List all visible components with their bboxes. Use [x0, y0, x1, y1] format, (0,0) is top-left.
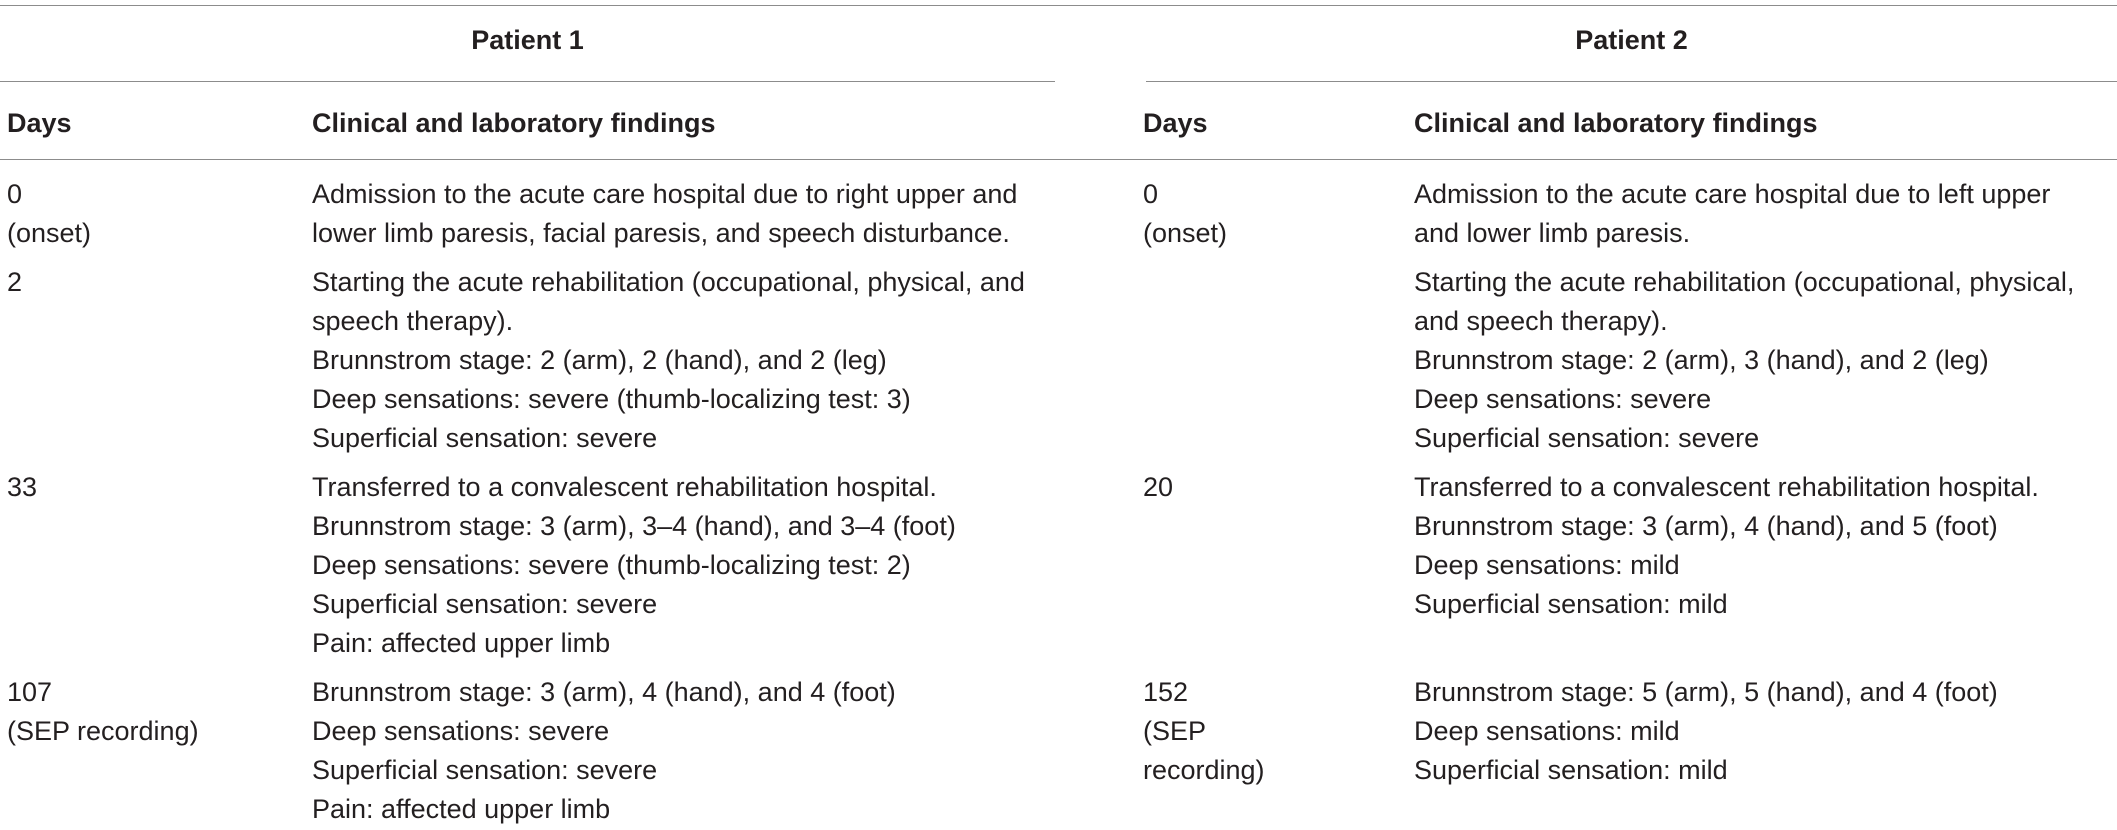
patient1-row4-days-line1: 107	[7, 677, 53, 707]
patient2-row1-days-line2: (onset)	[1143, 218, 1228, 248]
patient2-days-header: Days	[1143, 108, 1208, 138]
patient1-row4-finding-line1: Brunnstrom stage: 3 (arm), 4 (hand), and 4 (foot)	[312, 677, 896, 707]
patient1-days-header: Days	[7, 108, 72, 138]
patient2-row2-finding-line2: and speech therapy).	[1414, 306, 1668, 336]
patient2-title: Patient 2	[1575, 25, 1688, 55]
patient1-row3-days-line1: 33	[7, 472, 38, 502]
patient1-row1-days-line2: (onset)	[7, 218, 92, 248]
patient2-findings-header: Clinical and laboratory findings	[1414, 108, 1818, 138]
patient1-row3-finding-line3: Deep sensations: severe (thumb-localizing test: 2)	[312, 550, 911, 580]
patient1-row4-finding-line2: Deep sensations: severe	[312, 716, 610, 746]
patient1-title: Patient 1	[471, 25, 584, 55]
patient2-row2-finding-line1: Starting the acute rehabilitation (occupational, physical,	[1414, 267, 2075, 297]
patient2-row1-days-line1: 0	[1143, 179, 1159, 209]
patient2-row4-days-line1: 152	[1143, 677, 1189, 707]
patient1-row4-days-line2: (SEP recording)	[7, 716, 199, 746]
patient1-group-rule	[0, 81, 1055, 82]
patient2-row4-finding-line3: Superficial sensation: mild	[1414, 755, 1728, 785]
patient1-row4-finding-line4: Pain: affected upper limb	[312, 794, 611, 824]
patient2-row3-finding-line2: Brunnstrom stage: 3 (arm), 4 (hand), and 5 (foot)	[1414, 511, 1998, 541]
patient2-group-rule	[1146, 81, 2117, 82]
patient2-row4-finding-line2: Deep sensations: mild	[1414, 716, 1680, 746]
patient1-row2-finding-line3: Brunnstrom stage: 2 (arm), 2 (hand), and 2 (leg)	[312, 345, 887, 375]
patient1-row4-finding-line3: Superficial sensation: severe	[312, 755, 658, 785]
patient1-row1-days-line1: 0	[7, 179, 23, 209]
patient2-row1-finding-line1: Admission to the acute care hospital due to left upper	[1414, 179, 2051, 209]
patient1-row3-finding-line1: Transferred to a convalescent rehabilitation hospital.	[312, 472, 937, 502]
patient2-row4-finding-line1: Brunnstrom stage: 5 (arm), 5 (hand), and 4 (foot)	[1414, 677, 1998, 707]
patient1-row1-finding-line2: lower limb paresis, facial paresis, and speech disturbance.	[312, 218, 1010, 248]
patient1-row2-finding-line1: Starting the acute rehabilitation (occupational, physical, and	[312, 267, 1025, 297]
patient2-row2-finding-line3: Brunnstrom stage: 2 (arm), 3 (hand), and 2 (leg)	[1414, 345, 1989, 375]
patient1-row2-days-line1: 2	[7, 267, 23, 297]
patient2-row3-days-line1: 20	[1143, 472, 1174, 502]
patient2-row3-finding-line1: Transferred to a convalescent rehabilitation hospital.	[1414, 472, 2039, 502]
patient1-row2-finding-line4: Deep sensations: severe (thumb-localizing test: 3)	[312, 384, 911, 414]
patient2-row4-days-line3: recording)	[1143, 755, 1265, 785]
patient1-row3-finding-line5: Pain: affected upper limb	[312, 628, 611, 658]
patient2-row2-finding-line4: Deep sensations: severe	[1414, 384, 1712, 414]
patient2-row3-finding-line3: Deep sensations: mild	[1414, 550, 1680, 580]
patient2-row4-days-line2: (SEP	[1143, 716, 1207, 746]
patient1-row1-finding-line1: Admission to the acute care hospital due to right upper and	[312, 179, 1018, 209]
patient1-findings-header: Clinical and laboratory findings	[312, 108, 716, 138]
header-bottom-rule	[0, 159, 2117, 160]
patient1-row2-finding-line5: Superficial sensation: severe	[312, 423, 658, 453]
patient1-row2-finding-line2: speech therapy).	[312, 306, 514, 336]
top-rule	[0, 5, 2117, 6]
patient2-row2-finding-line5: Superficial sensation: severe	[1414, 423, 1760, 453]
patient1-row3-finding-line4: Superficial sensation: severe	[312, 589, 658, 619]
patient1-row3-finding-line2: Brunnstrom stage: 3 (arm), 3–4 (hand), and 3–4 (foot)	[312, 511, 956, 541]
patient2-row1-finding-line2: and lower limb paresis.	[1414, 218, 1691, 248]
patient2-row3-finding-line4: Superficial sensation: mild	[1414, 589, 1728, 619]
